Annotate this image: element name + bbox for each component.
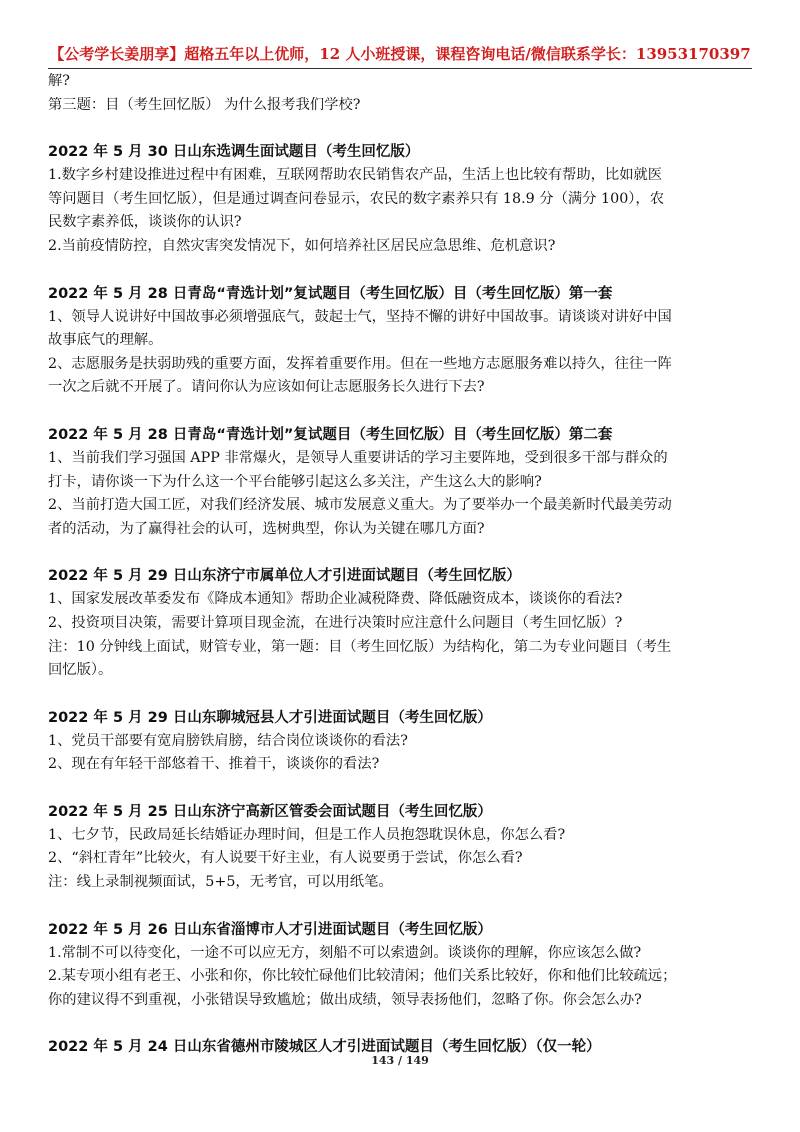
body-line: 注：线上录制视频面试，5+5，无考官，可以用纸笔。 bbox=[48, 874, 393, 891]
body-line: 1.常制不可以待变化，一途不可以应无方，刻船不可以索遗剑。谈谈你的理解，你应该怎么做? bbox=[48, 944, 642, 961]
body-line: 注：10 分钟线上面试，财管专业，第一题：目（考生回忆版）为结构化，第二为专业问题目（考生 bbox=[48, 638, 672, 655]
question-section bbox=[48, 918, 752, 1013]
body-line: 1、当前我们学习强国 APP 非常爆火，是领导人重要讲话的学习主要阵地，受到很多干部与群众的 bbox=[48, 449, 668, 466]
body-line: 1、党员干部要有宽肩膀铁肩膀，结合岗位谈谈你的看法? bbox=[48, 732, 408, 749]
body-line: 2.某专项小组有老王、小张和你，你比较忙碌他们比较清闲；他们关系比较好，你和他们比较疏远； bbox=[48, 968, 677, 985]
header-rule bbox=[48, 68, 752, 69]
body-line: 2.当前疫情防控，自然灾害突发情况下，如何培养社区居民应急思维、危机意识? bbox=[48, 237, 556, 254]
body-line: 你的建议得不到重视，小张错误导致尴尬；做出成绩，领导表扬他们，忽略了你。你会怎么办? bbox=[48, 991, 642, 1008]
body-line: 2、投资项目决策，需要计算项目现金流，在进行决策时应注意什么问题目（考生回忆版）? bbox=[48, 614, 623, 631]
body-line: 者的活动，为了赢得社会的认可，选树典型，你认为关键在哪几方面? bbox=[48, 520, 485, 537]
body-line: 1.数字乡村建设推进过程中有困难，互联网帮助农民销售农产品，生活上也比较有帮助，比如就医 bbox=[48, 167, 663, 184]
question-section bbox=[48, 282, 752, 400]
body-line: 等问题目（考生回忆版），但是通过调查问卷显示，农民的数字素养只有 18.9 分（满分 100），农 bbox=[48, 190, 665, 207]
body-line: 1、七夕节，民政局延长结婚证办理时间，但是工作人员抱怨耽误休息，你怎么看? bbox=[48, 826, 566, 843]
body-line: 回忆版）。 bbox=[48, 662, 113, 679]
section-title: 2022 年 5 月 25 日山东济宁高新区管委会面试题目（考生回忆版） bbox=[48, 803, 492, 820]
page-header: 【公考学长姜朋享】超格五年以上优师，12 人小班授课，课程咨询电话/微信联系学长：13953170397 bbox=[49, 45, 751, 63]
section-title: 2022 年 5 月 28 日青岛“青选计划”复试题目（考生回忆版）目（考生回忆版）第一套 bbox=[48, 285, 613, 302]
question-section bbox=[48, 800, 752, 895]
body-line: 2、“斜杠青年”比较火，有人说要干好主业，有人说要勇于尝试，你怎么看? bbox=[48, 850, 523, 867]
question-section bbox=[48, 140, 752, 258]
body-line: 一次之后就不开展了。请问你认为应该如何让志愿服务长久进行下去? bbox=[48, 379, 485, 396]
section-title: 2022 年 5 月 26 日山东省淄博市人才引进面试题目（考生回忆版） bbox=[48, 921, 492, 938]
body-line: 故事底气的理解。 bbox=[48, 332, 163, 349]
document-body bbox=[48, 70, 752, 1059]
question-section bbox=[48, 423, 752, 541]
section-title: 2022 年 5 月 28 日青岛“青选计划”复试题目（考生回忆版）目（考生回忆版）第二套 bbox=[48, 426, 613, 443]
body-line: 民数字素养低，谈谈你的认识? bbox=[48, 214, 242, 231]
body-line: 第三题：目（考生回忆版） 为什么报考我们学校? bbox=[48, 96, 361, 113]
question-section bbox=[48, 706, 752, 777]
body-line: 2、当前打造大国工匠，对我们经济发展、城市发展意义重大。为了要举办一个最美新时代最美劳动 bbox=[48, 497, 672, 514]
page-number: 143 / 149 bbox=[371, 1054, 429, 1067]
section-title: 2022 年 5 月 29 日山东聊城冠县人才引进面试题目（考生回忆版） bbox=[48, 709, 492, 726]
question-section bbox=[48, 564, 752, 682]
body-line: 打卡，请你谈一下为什么这一个平台能够引起这么多关注，产生这么大的影响? bbox=[48, 473, 542, 490]
body-line: 1、国家发展改革委发布《降成本通知》帮助企业减税降费、降低融资成本，谈谈你的看法? bbox=[48, 591, 623, 608]
section-title: 2022 年 5 月 30 日山东选调生面试题目（考生回忆版） bbox=[48, 144, 420, 161]
body-line: 1、领导人说讲好中国故事必须增强底气，鼓起士气，坚持不懈的讲好中国故事。请谈谈对讲好中国 bbox=[48, 308, 672, 325]
body-line: 2、现在有年轻干部悠着干、推着干，谈谈你的看法? bbox=[48, 756, 380, 773]
section-title: 2022 年 5 月 24 日山东省德州市陵城区人才引进面试题目（考生回忆版）（仅一轮） bbox=[48, 1039, 601, 1056]
body-line: 2、志愿服务是扶弱助残的重要方面，发挥着重要作用。但在一些地方志愿服务难以持久，往往一阵 bbox=[48, 355, 672, 372]
body-line: 解? bbox=[48, 73, 70, 89]
section-title: 2022 年 5 月 29 日山东济宁市属单位人才引进面试题目（考生回忆版） bbox=[48, 568, 521, 585]
